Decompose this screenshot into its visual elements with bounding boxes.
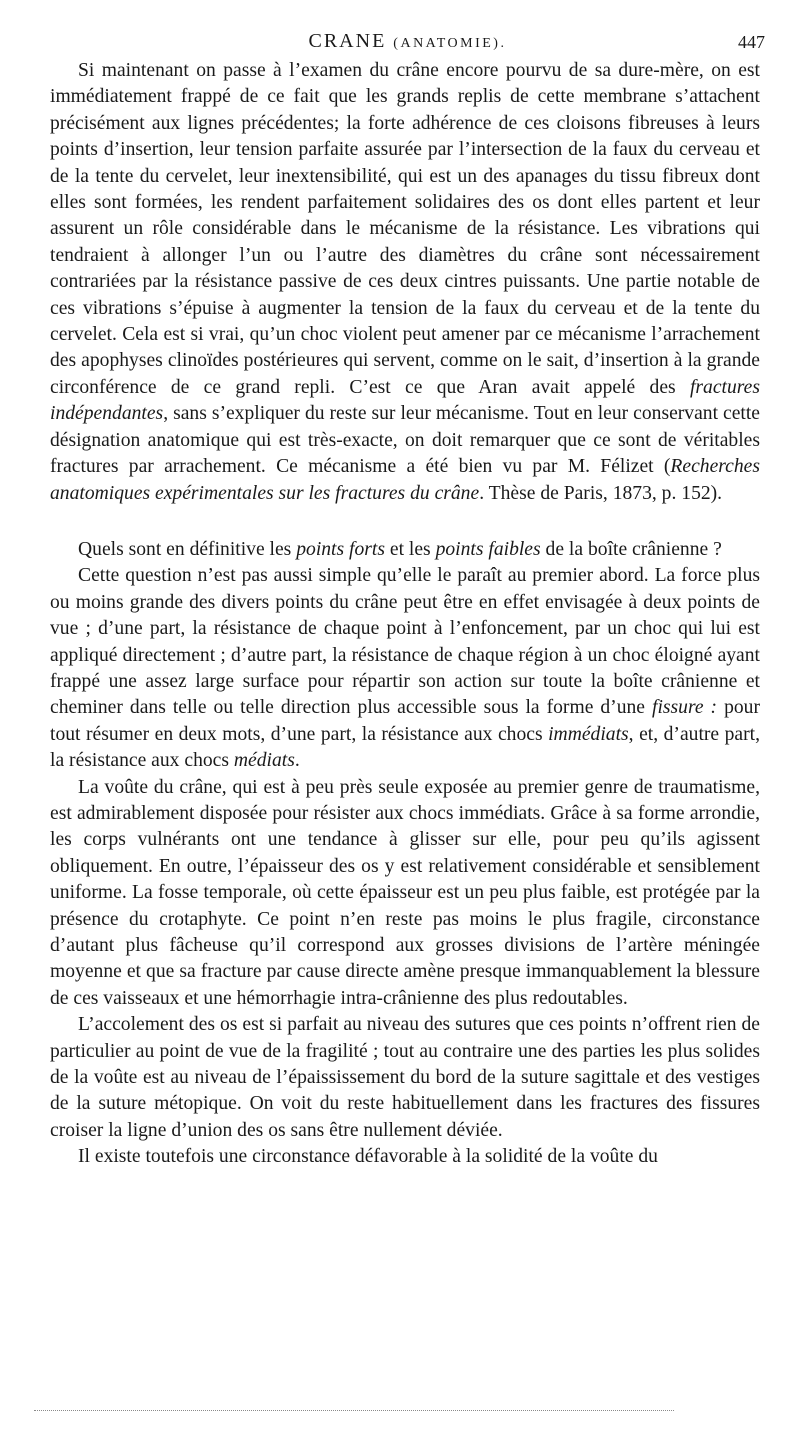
italic-text: fractures indépendantes <box>50 376 760 425</box>
text-run: . Thèse de Paris, 1873, p. 152). <box>479 482 723 504</box>
paragraph <box>50 563 760 774</box>
paragraph <box>50 58 760 507</box>
text-run: de la boîte crânienne ? <box>540 538 722 560</box>
text-run: Si maintenant on passe à l’examen du crâne encore pourvu de sa dure-mère, on est immédiatement frappé de ce fait que les grands replis de cette membrane s’attachent précisément aux lignes précédentes; la forte adhérence de ces cloisons fibreuses à leurs points d’insertion, leur tension parfaite assurée par l’intersection de la faux du cerveau et de la tente du cervelet, leur inextensibilité, qui est un des apanages du tissu fibreux dont elles sont formées, les rendent parfaitement solidaires des os dont elles partent et leur assurent un rôle considérable dans le mécanisme de la résistance. Les vibrations qui tendraient à allonger l’un ou l’autre des diamètres du crâne sont nécessairement contrariées par la résistance passive de ces deux cintres puissants. Une partie notable de ces vibrations s’épuise à augmenter la tension de la faux du cerveau et de la tente du cervelet. Cela est si vrai, qu’un choc violent peut amener par ce mécanisme l’arrachement des apophyses clinoïdes postérieures qui servent, comme on le sait, d’insertion à la grande circonférence de ce grand repli. C’est ce que Aran avait appelé des <box>50 60 760 398</box>
body-text <box>50 58 760 1171</box>
italic-text: immédiats <box>548 723 629 745</box>
paragraph <box>50 775 760 1013</box>
header-title: CRANE <box>308 30 387 52</box>
page-number: 447 <box>738 32 765 52</box>
text-run: . <box>294 750 300 772</box>
italic-text: points forts <box>296 538 385 560</box>
text-run: Il existe toutefois une circonstance défavorable à la solidité de la voûte du <box>78 1146 658 1168</box>
paragraph <box>50 1012 760 1144</box>
italic-text: médiats <box>233 750 295 772</box>
running-title <box>50 30 765 53</box>
paragraph <box>50 1144 760 1170</box>
text-run: pour tout résumer en deux mots, d’une part, la résistance aux chocs <box>50 697 760 745</box>
italic-text: fissure : <box>652 697 718 719</box>
italic-text: Recherches anatomiques expérimentales sur les fractures du crâne <box>50 456 760 504</box>
text-run: , et, d’autre part, la résistance aux chocs <box>50 723 760 772</box>
italic-text: points faibles <box>435 538 541 560</box>
paragraph <box>50 537 760 563</box>
text-run: La voûte du crâne, qui est à peu près seule exposée au premier genre de traumatisme, est admirablement disposée pour résister aux chocs immédiats. Grâce à sa forme arrondie, les corps vulnérants ont une tendance à glisser sur elle, pour peu qu’ils agissent obliquement. En outre, l’épaisseur des os y est relativement considérable et sensiblement uniforme. La fosse temporale, où cette épaisseur est un peu plus faible, est protégée par la présence du crotaphyte. Ce point n’en reste pas moins le plus fragile, circonstance d’autant plus fâcheuse qu’il correspond aux grosses divisions de l’artère méningée moyenne et que sa fracture par cause directe amène presque immanquablement la blessure de ces vaisseaux et une hémorrhagie intra-crânienne des plus redoutables. <box>50 776 760 1009</box>
header-subtitle: (ANATOMIE). <box>393 36 507 51</box>
running-header <box>50 28 765 56</box>
text-run: , sans s’expliquer du reste sur leur mécanisme. Tout en leur conservant cette désignation anatomique qui est très-exacte, on doit remarquer que ce sont de véritables fractures par arrachement. Ce mécanisme a été bien vu par M. Félizet ( <box>50 403 760 478</box>
text-run: Quels sont en définitive les <box>78 538 297 560</box>
text-run: et les <box>384 538 436 560</box>
text-run: Cette question n’est pas aussi simple qu’elle le paraît au premier abord. La force plus ou moins grande des divers points du crâne peut être en effet envisagée à deux points de vue ; d’une part, la résistance de chaque point à l’enfoncement, par un choc qui lui est appliqué directement ; d’autre part, la résistance de chaque région à un choc éloigné ayant frappé une assez large surface pour répartir son action sur toute la boîte crânienne et cheminer dans telle ou telle direction plus accessible sous la forme d’une <box>50 565 760 719</box>
bottom-scan-artifact <box>34 1410 674 1411</box>
text-run: L’accolement des os est si parfait au niveau des sutures que ces points n’offrent rien de particulier au point de vue de la fragilité ; tout au contraire une des parties les plus solides de la voûte est au niveau de l’épaississement du bord de la suture sagittale et des vestiges de la suture métopique. On voit du reste habituellement dans les fractures des fissures croiser la ligne d’union des os sans être nullement déviée. <box>50 1014 760 1141</box>
